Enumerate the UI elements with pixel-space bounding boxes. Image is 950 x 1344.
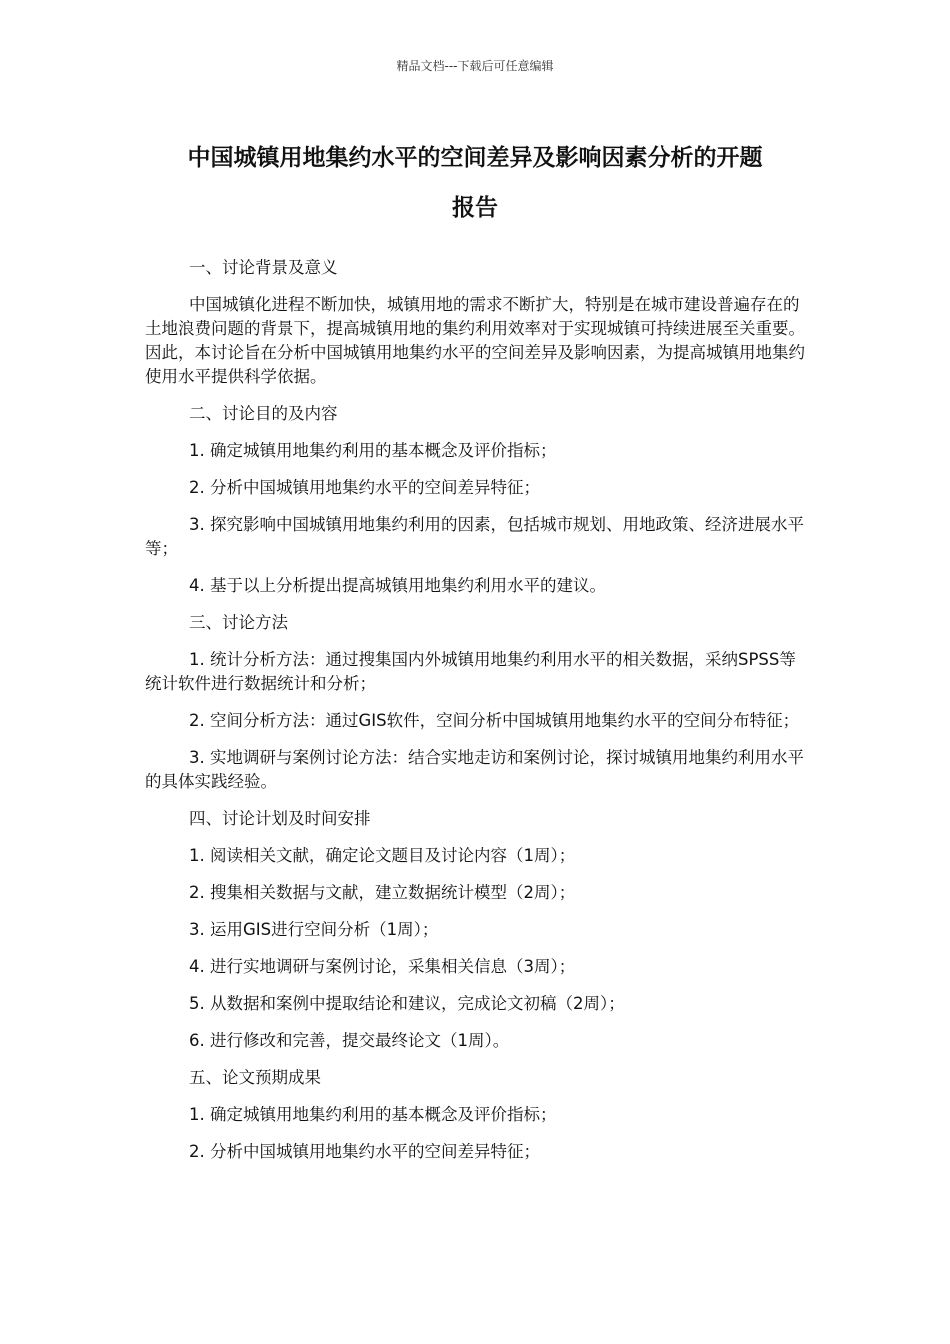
schedule-item-4: 4. 进行实地调研与案例讨论，采集相关信息（3周）； [189, 957, 576, 976]
document-title [140, 133, 810, 233]
objective-item-2: 2. 分析中国城镇用地集约水平的空间差异特征； [189, 478, 540, 497]
title-line-2: 报告 [452, 195, 498, 221]
method-item-3: 3. 实地调研与案例讨论方法：结合实地走访和案例讨论，探讨城镇用地集约利用水平的具体实践经验。 [145, 748, 804, 791]
objective-item-1: 1. 确定城镇用地集约利用的基本概念及评价指标； [189, 441, 557, 460]
section-heading-methods: 三、讨论方法 [189, 613, 288, 632]
section-heading-objectives: 二、讨论目的及内容 [189, 404, 338, 423]
method-item-2: 2. 空间分析方法：通过GIS软件，空间分析中国城镇用地集约水平的空间分布特征； [189, 711, 800, 730]
objective-item-3: 3. 探究影响中国城镇用地集约利用的因素，包括城市规划、用地政策、经济进展水平等； [145, 515, 804, 558]
background-paragraph: 中国城镇化进程不断加快，城镇用地的需求不断扩大，特别是在城市建设普遍存在的土地浪费问题的背景下，提高城镇用地的集约利用效率对于实现城镇可持续进展至关重要。因此，本讨论旨在分析中国城镇用地集约水平的空间差异及影响因素，为提高城镇用地集约使用水平提供科学依据。 [145, 295, 805, 386]
header-note: 精品文档---下载后可任意编辑 [396, 59, 554, 73]
schedule-item-5: 5. 从数据和案例中提取结论和建议，完成论文初稿（2周）； [189, 994, 625, 1013]
schedule-item-1: 1. 阅读相关文献，确定论文题目及讨论内容（1周）； [189, 846, 576, 865]
schedule-item-6: 6. 进行修改和完善，提交最终论文（1周）。 [189, 1031, 510, 1050]
outcome-item-1: 1. 确定城镇用地集约利用的基本概念及评价指标； [189, 1105, 557, 1124]
title-line-1: 中国城镇用地集约水平的空间差异及影响因素分析的开题 [187, 145, 763, 171]
section-heading-background: 一、讨论背景及意义 [189, 258, 338, 277]
method-item-1: 1. 统计分析方法：通过搜集国内外城镇用地集约利用水平的相关数据，采纳SPSS等统计软件进行数据统计和分析； [145, 650, 796, 693]
section-heading-outcomes: 五、论文预期成果 [189, 1068, 321, 1087]
document-body [145, 256, 807, 1177]
outcome-item-2: 2. 分析中国城镇用地集约水平的空间差异特征； [189, 1142, 540, 1161]
schedule-item-3: 3. 运用GIS进行空间分析（1周）； [189, 920, 439, 939]
section-heading-schedule: 四、讨论计划及时间安排 [189, 809, 371, 828]
schedule-item-2: 2. 搜集相关数据与文献，建立数据统计模型（2周）； [189, 883, 576, 902]
objective-item-4: 4. 基于以上分析提出提高城镇用地集约利用水平的建议。 [189, 576, 606, 595]
